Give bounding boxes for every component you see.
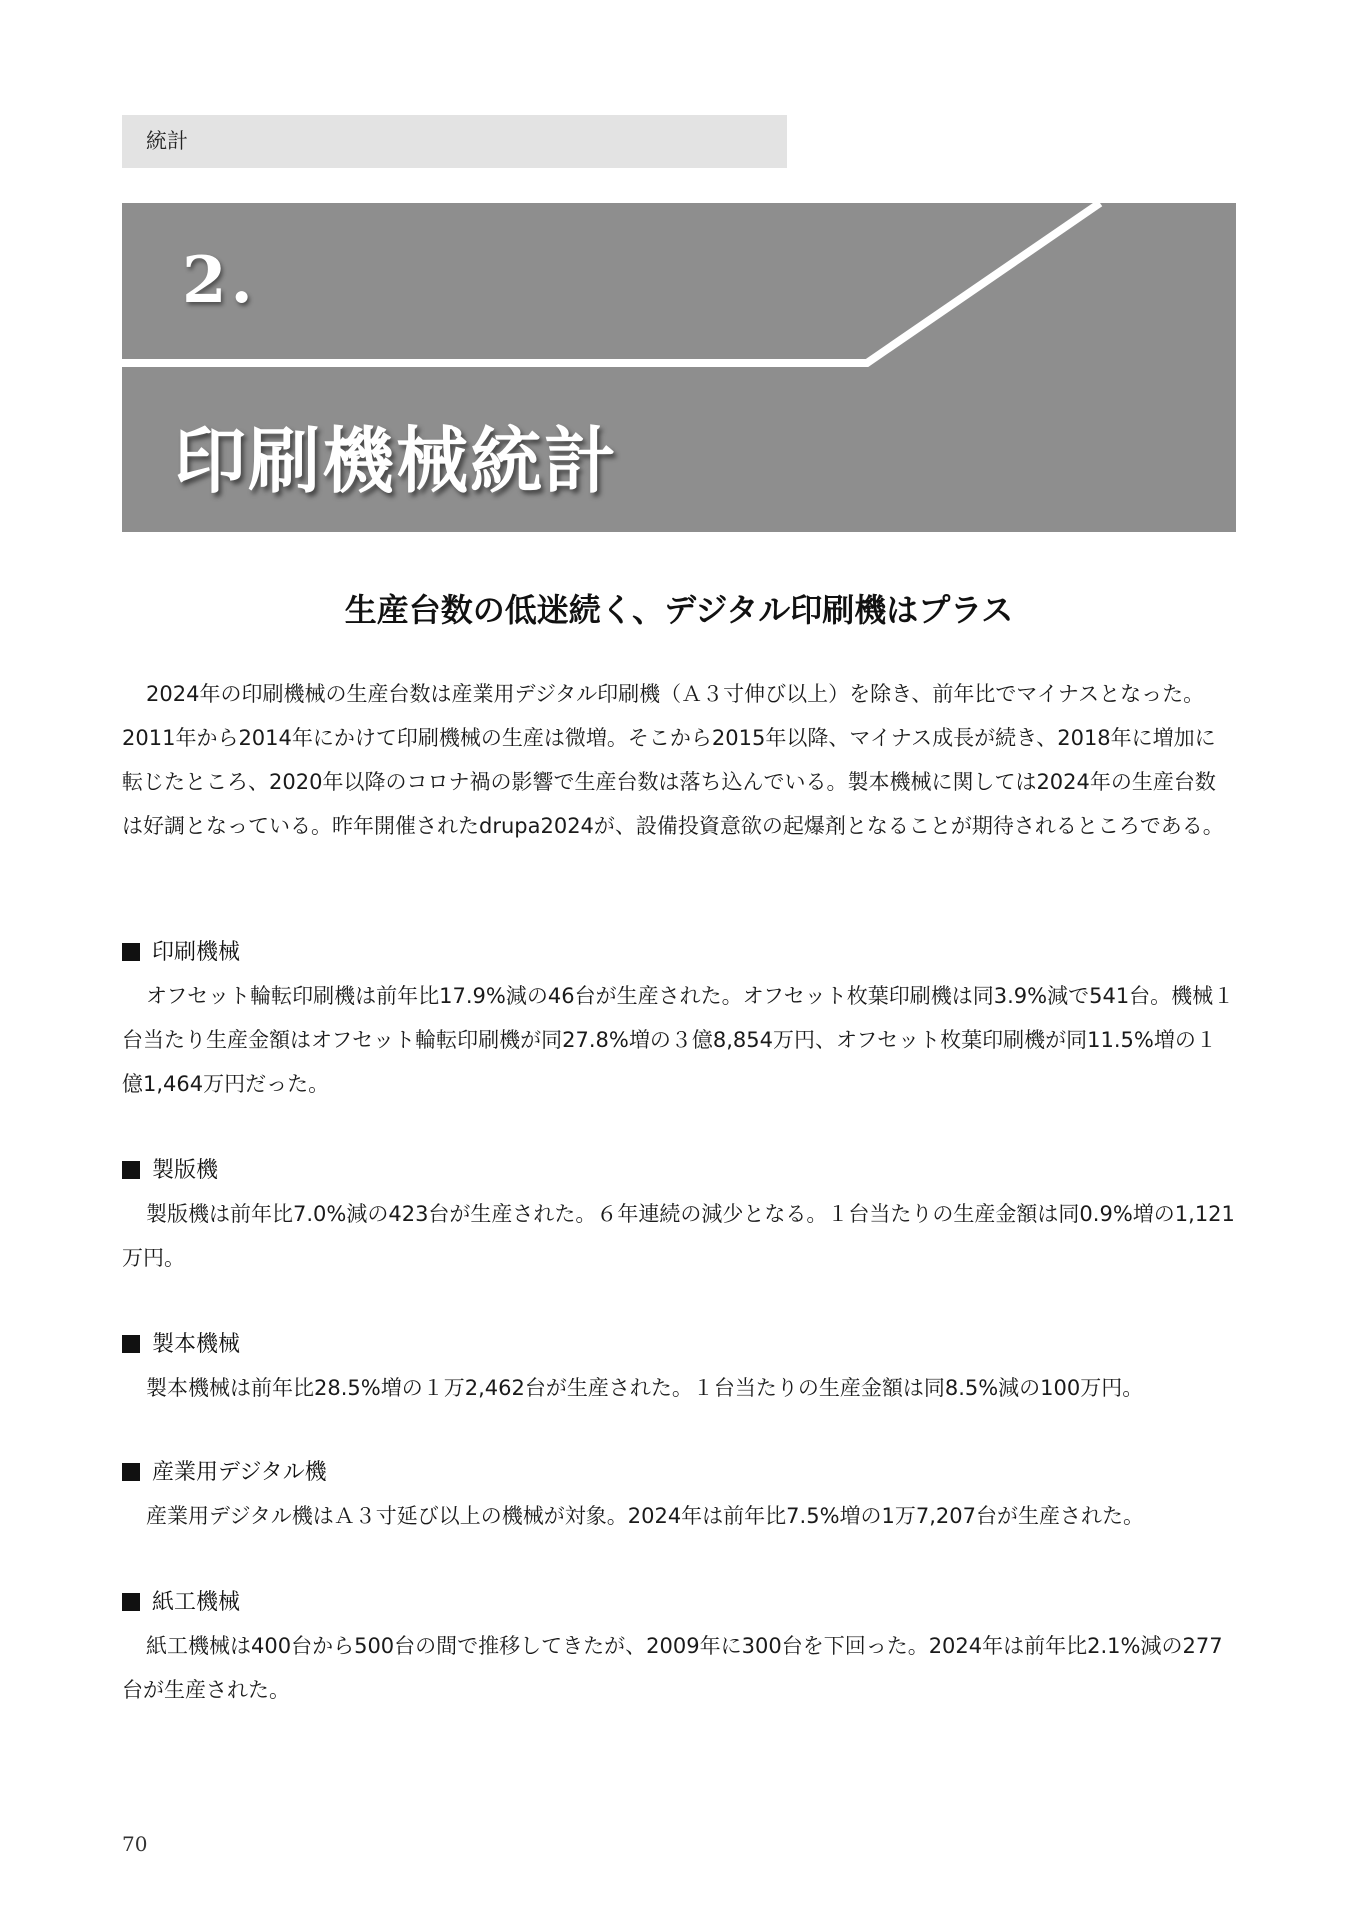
chapter-title: 印刷機械統計 <box>174 419 619 503</box>
chapter-number: 2. <box>182 243 257 318</box>
section-heading-label: 製本機械 <box>152 1332 241 1357</box>
square-bullet-icon <box>122 1463 140 1481</box>
section-heading-label: 産業用デジタル機 <box>152 1460 327 1485</box>
section-label: 統計 <box>122 115 787 168</box>
intro-paragraph: 2024年の印刷機械の生産台数は産業用デジタル印刷機（Ａ３寸伸び以上）を除き、前年比でマイナスとなった。2011年から2014年にかけて印刷機械の生産は微増。そこから2015年以降、マイナス成長が続き、2018年に増加に転じたところ、2020年以降のコロナ禍の影響で生産台数は落ち込んでいる。製本機械に関しては2024年の生産台数は好調となっている。昨年開催されたdrupa2024が、設備投資意欲の起爆剤となることが期待されるところである。 <box>122 682 1224 838</box>
section-body-printing-machines: オフセット輪転印刷機は前年比17.9%減の46台が生産された。オフセット枚葉印刷機は同3.9%減で541台。機械１台当たり生産金額はオフセット輪転印刷機が同27.8%増の３億8,854万円、オフセット枚葉印刷機が同11.5%増の１億1,464万円だった。 <box>122 984 1235 1096</box>
section-heading-bookbinding <box>122 1330 240 1360</box>
chapter-banner <box>122 203 1236 532</box>
section-body-industrial-digital: 産業用デジタル機はＡ３寸延び以上の機械が対象。2024年は前年比7.5%増の1万7,207台が生産された。 <box>146 1504 1145 1528</box>
section-heading-industrial-digital <box>122 1458 327 1488</box>
section-heading-label: 製版機 <box>152 1158 219 1183</box>
page-number: 70 <box>122 1832 148 1856</box>
section-heading-plate-making <box>122 1156 218 1186</box>
square-bullet-icon <box>122 1335 140 1353</box>
section-heading-paper-converting <box>122 1588 240 1618</box>
section-heading-label: 紙工機械 <box>152 1590 241 1615</box>
square-bullet-icon <box>122 1161 140 1179</box>
section-heading-printing-machines <box>122 938 240 968</box>
square-bullet-icon <box>122 943 140 961</box>
article-subtitle: 生産台数の低迷続く、デジタル印刷機はプラス <box>344 591 1014 629</box>
section-body-plate-making: 製版機は前年比7.0%減の423台が生産された。６年連続の減少となる。１台当たりの生産金額は同0.9%増の1,121万円。 <box>122 1202 1235 1270</box>
section-body-bookbinding: 製本機械は前年比28.5%増の１万2,462台が生産された。１台当たりの生産金額は同8.5%減の100万円。 <box>146 1376 1144 1400</box>
section-body-paper-converting: 紙工機械は400台から500台の間で推移してきたが、2009年に300台を下回った。2024年は前年比2.1%減の277台が生産された。 <box>122 1634 1223 1702</box>
section-heading-label: 印刷機械 <box>152 940 241 965</box>
square-bullet-icon <box>122 1593 140 1611</box>
